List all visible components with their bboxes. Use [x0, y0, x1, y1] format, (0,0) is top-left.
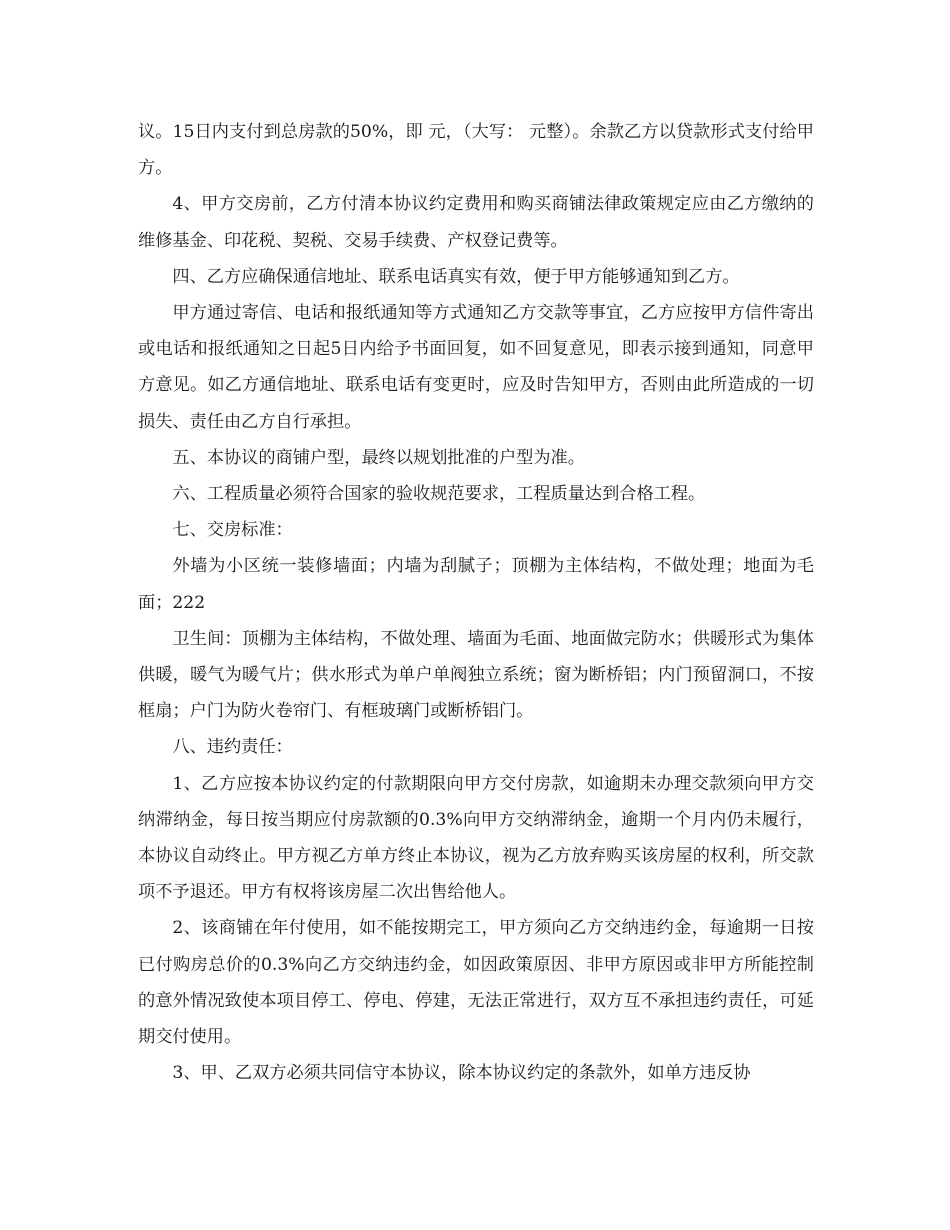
paragraph-bathroom-standard: 卫生间：顶棚为主体结构，不做处理、墙面为毛面、地面做完防水；供暖形式为集体供暖，暖气为暖气片；供水形式为单户单阀独立系统；窗为断桥铝；内门预留洞口，不按框扇；户门为防火卷帘门、有框玻璃门或断桥铝门。: [138, 628, 814, 722]
paragraph-section-6-quality: 六、工程质量必须符合国家的验收规范要求，工程质量达到合格工程。: [172, 484, 706, 505]
document-body: [138, 114, 814, 1091]
paragraph-breach-1: 1、乙方应按本协议约定的付款期限向甲方交付房款，如逾期未办理交款须向甲方交纳滞纳金，每日按当期应付房款额的0.3%向甲方交纳滞纳金，逾期一个月内仍未履行，本协议自动终止。甲方视乙方单方终止本协议，视为乙方放弃购买该房屋的权利，所交款项不予退还。甲方有权将该房屋二次出售给他人。: [138, 773, 814, 903]
paragraph-breach-3: 3、甲、乙双方必须共同信守本协议，除本协议约定的条款外，如单方违反协: [172, 1063, 751, 1084]
paragraph-clause-4-fees: 4、甲方交房前，乙方付清本协议约定费用和购买商铺法律政策规定应由乙方缴纳的维修基金、印花税、契税、交易手续费、产权登记费等。: [138, 194, 814, 251]
paragraph-section-8-heading: 八、违约责任：: [172, 737, 293, 758]
paragraph-breach-2: 2、该商铺在年付使用，如不能按期完工，甲方须向乙方交纳违约金，每逾期一日按已付购房总价的0.3%向乙方交纳违约金，如因政策原因、非甲方原因或非甲方所能控制的意外情况致使本项目停工、停电、停建，无法正常进行，双方互不承担违约责任，可延期交付使用。: [138, 918, 814, 1048]
paragraph-notification: 甲方通过寄信、电话和报纸通知等方式通知乙方交款等事宜，乙方应按甲方信件寄出或电话和报纸通知之日起5日内给予书面回复，如不回复意见，即表示接到通知，同意甲方意见。如乙方通信地址、联系电话有变更时，应及时告知甲方，否则由此所造成的一切损失、责任由乙方自行承担。: [138, 303, 814, 432]
paragraph-payment-continuation: 议。15日内支付到总房款的50%，即 元，（大写： 元整）。余款乙方以贷款形式支付给甲方。: [138, 122, 814, 179]
paragraph-section-5-layout: 五、本协议的商铺户型，最终以规划批准的户型为准。: [172, 447, 585, 468]
paragraph-finishing-standard: 外墙为小区统一装修墙面；内墙为刮腻子；顶棚为主体结构，不做处理；地面为毛面；222: [138, 556, 814, 613]
paragraph-section-7-heading: 七、交房标准：: [172, 520, 293, 541]
paragraph-section-4-contact: 四、乙方应确保通信地址、联系电话真实有效，便于甲方能够通知到乙方。: [172, 266, 740, 287]
